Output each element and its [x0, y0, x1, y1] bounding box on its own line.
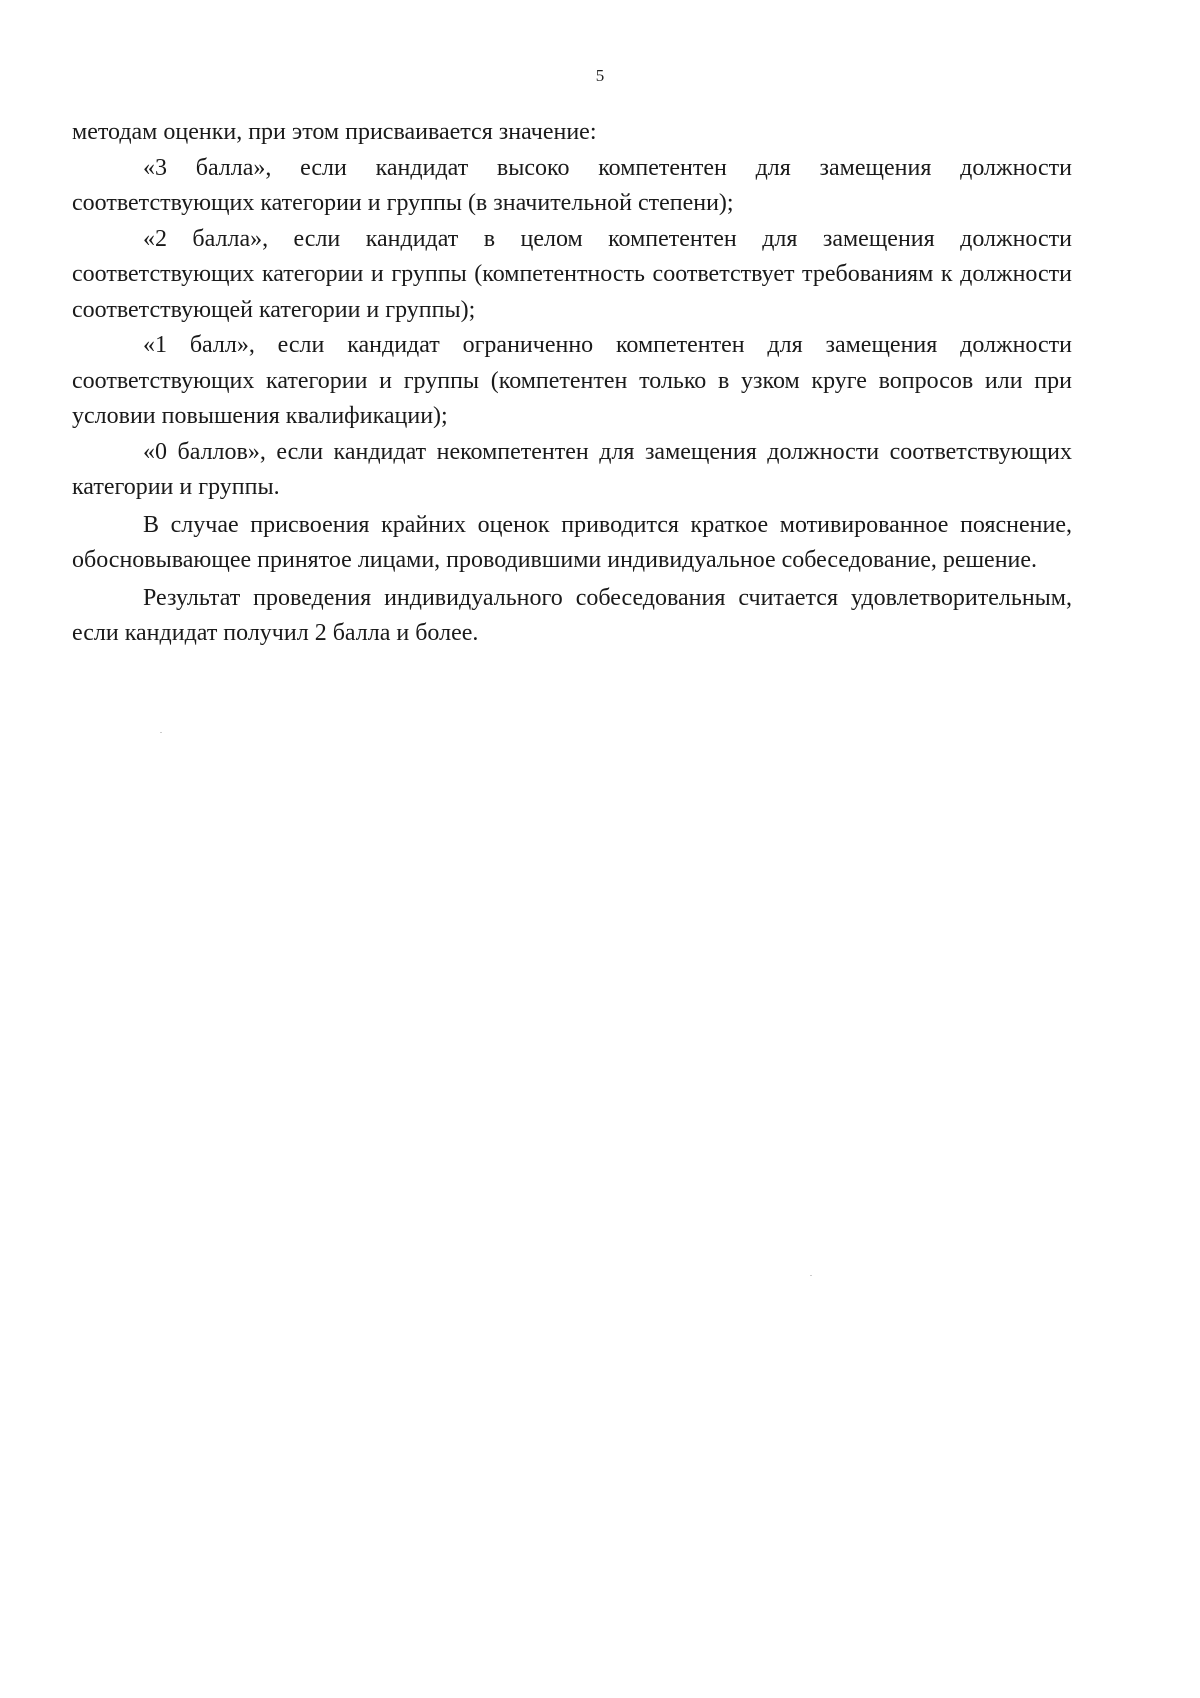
- paragraph-result: Результат проведения индивидуального собеседования считается удовлетворительным, если кандидат получил 2 балла и более.: [72, 584, 1072, 646]
- scan-speck: [160, 732, 162, 733]
- paragraph-score-2: «2 балла», если кандидат в целом компетентен для замещения должности соответствующих категории и группы (компетентность соответствует требованиям к должности соответствующей категории и группы);: [72, 225, 1072, 323]
- paragraph-extreme-scores: В случае присвоения крайних оценок приводится краткое мотивированное пояснение, обосновывающее принятое лицами, проводившими индивидуальное собеседование, решение.: [72, 511, 1072, 573]
- paragraph-intro: методам оценки, при этом присваивается значение:: [72, 119, 597, 145]
- page-number: 5: [595, 66, 605, 85]
- paragraph-score-0: «0 баллов», если кандидат некомпетентен для замещения должности соответствующих категории и группы.: [72, 438, 1072, 500]
- document-body: [72, 115, 1072, 652]
- paragraph-score-1: «1 балл», если кандидат ограниченно компетентен для замещения должности соответствующих категории и группы (компетентен только в узком круге вопросов или при условии повышения квалификации);: [72, 332, 1072, 429]
- paragraph-score-3: «3 балла», если кандидат высоко компетентен для замещения должности соответствующих категории и группы (в значительной степени);: [72, 154, 1072, 216]
- scan-speck: [810, 1275, 812, 1276]
